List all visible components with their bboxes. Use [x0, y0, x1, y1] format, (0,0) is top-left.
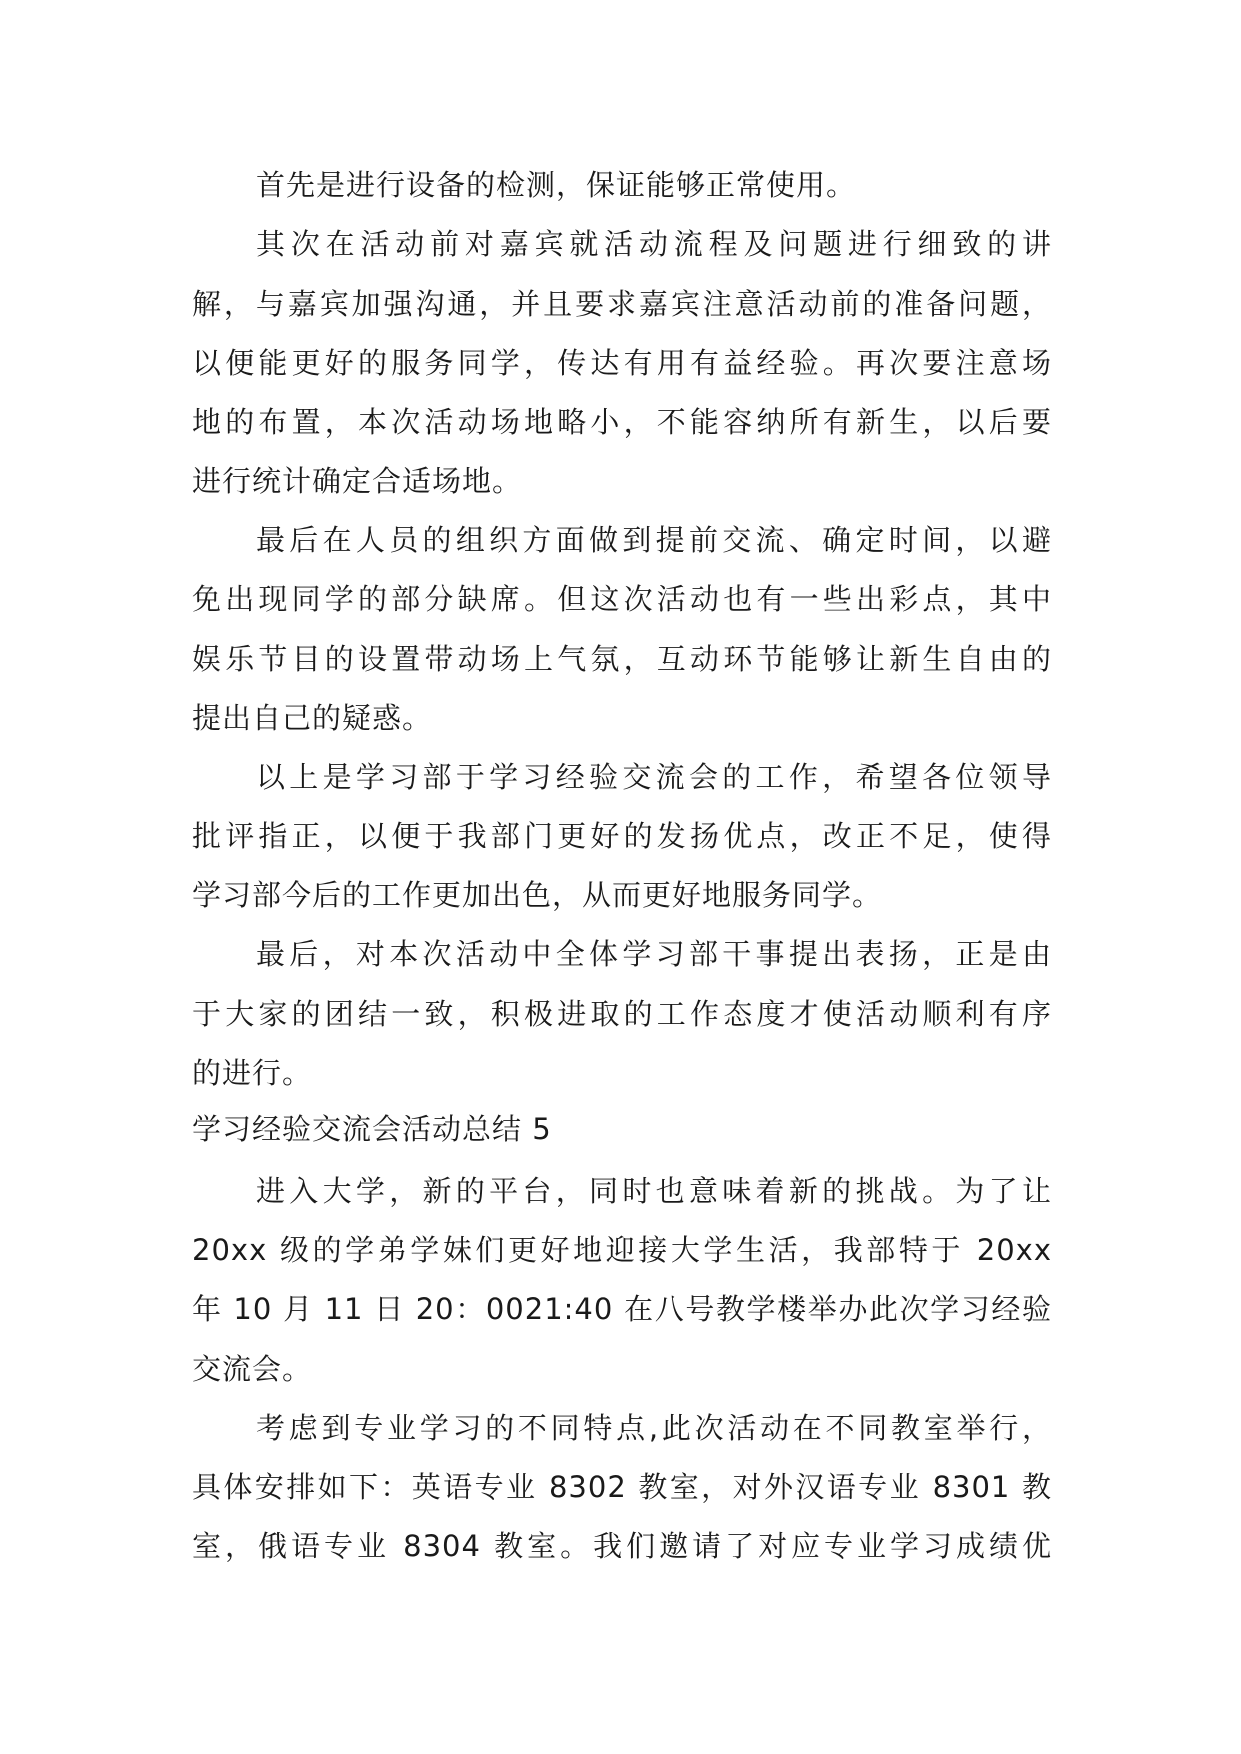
paragraph-line: 室，俄语专业 8304 教室。我们邀请了对应专业学习成绩优	[192, 1529, 1052, 1563]
paragraph-line: 以便能更好的服务同学，传达有用有益经验。再次要注意场	[192, 346, 1052, 380]
paragraph-line: 最后，对本次活动中全体学习部干事提出表扬，正是由	[256, 937, 1052, 971]
paragraph-line: 进行统计确定合适场地。	[192, 464, 523, 498]
paragraph-line: 具体安排如下：英语专业 8302 教室，对外汉语专业 8301 教	[192, 1470, 1052, 1504]
paragraph-line: 于大家的团结一致，积极进取的工作态度才使活动顺利有序	[192, 997, 1052, 1031]
paragraph-line: 20xx 级的学弟学妹们更好地迎接大学生活，我部特于 20xx	[192, 1233, 1052, 1267]
paragraph-line: 的进行。	[192, 1056, 313, 1090]
paragraph-line: 以上是学习部于学习经验交流会的工作，希望各位领导	[256, 760, 1052, 794]
paragraph-line: 地的布置，本次活动场地略小，不能容纳所有新生，以后要	[192, 405, 1052, 439]
section-heading: 学习经验交流会活动总结 5	[192, 1112, 552, 1146]
paragraph-line: 最后在人员的组织方面做到提前交流、确定时间，以避	[256, 523, 1052, 557]
paragraph-line: 交流会。	[192, 1352, 313, 1386]
paragraph-line: 批评指正，以便于我部门更好的发扬优点，改正不足，使得	[192, 819, 1052, 853]
paragraph-line: 进入大学，新的平台，同时也意味着新的挑战。为了让	[256, 1174, 1052, 1208]
paragraph-line: 解，与嘉宾加强沟通，并且要求嘉宾注意活动前的准备问题，	[192, 287, 1052, 321]
paragraph-line: 免出现同学的部分缺席。但这次活动也有一些出彩点，其中	[192, 582, 1052, 616]
paragraph-line: 娱乐节目的设置带动场上气氛，互动环节能够让新生自由的	[192, 642, 1052, 676]
paragraph-line: 年 10 月 11 日 20：0021:40 在八号教学楼举办此次学习经验	[192, 1292, 1052, 1326]
paragraph-line: 首先是进行设备的检测，保证能够正常使用。	[256, 168, 857, 202]
paragraph-line: 提出自己的疑惑。	[192, 701, 433, 735]
paragraph-line: 学习部今后的工作更加出色，从而更好地服务同学。	[192, 878, 883, 912]
paragraph-line: 其次在活动前对嘉宾就活动流程及问题进行细致的讲	[256, 227, 1052, 261]
paragraph-line: 考虑到专业学习的不同特点,此次活动在不同教室举行，	[256, 1411, 1052, 1445]
